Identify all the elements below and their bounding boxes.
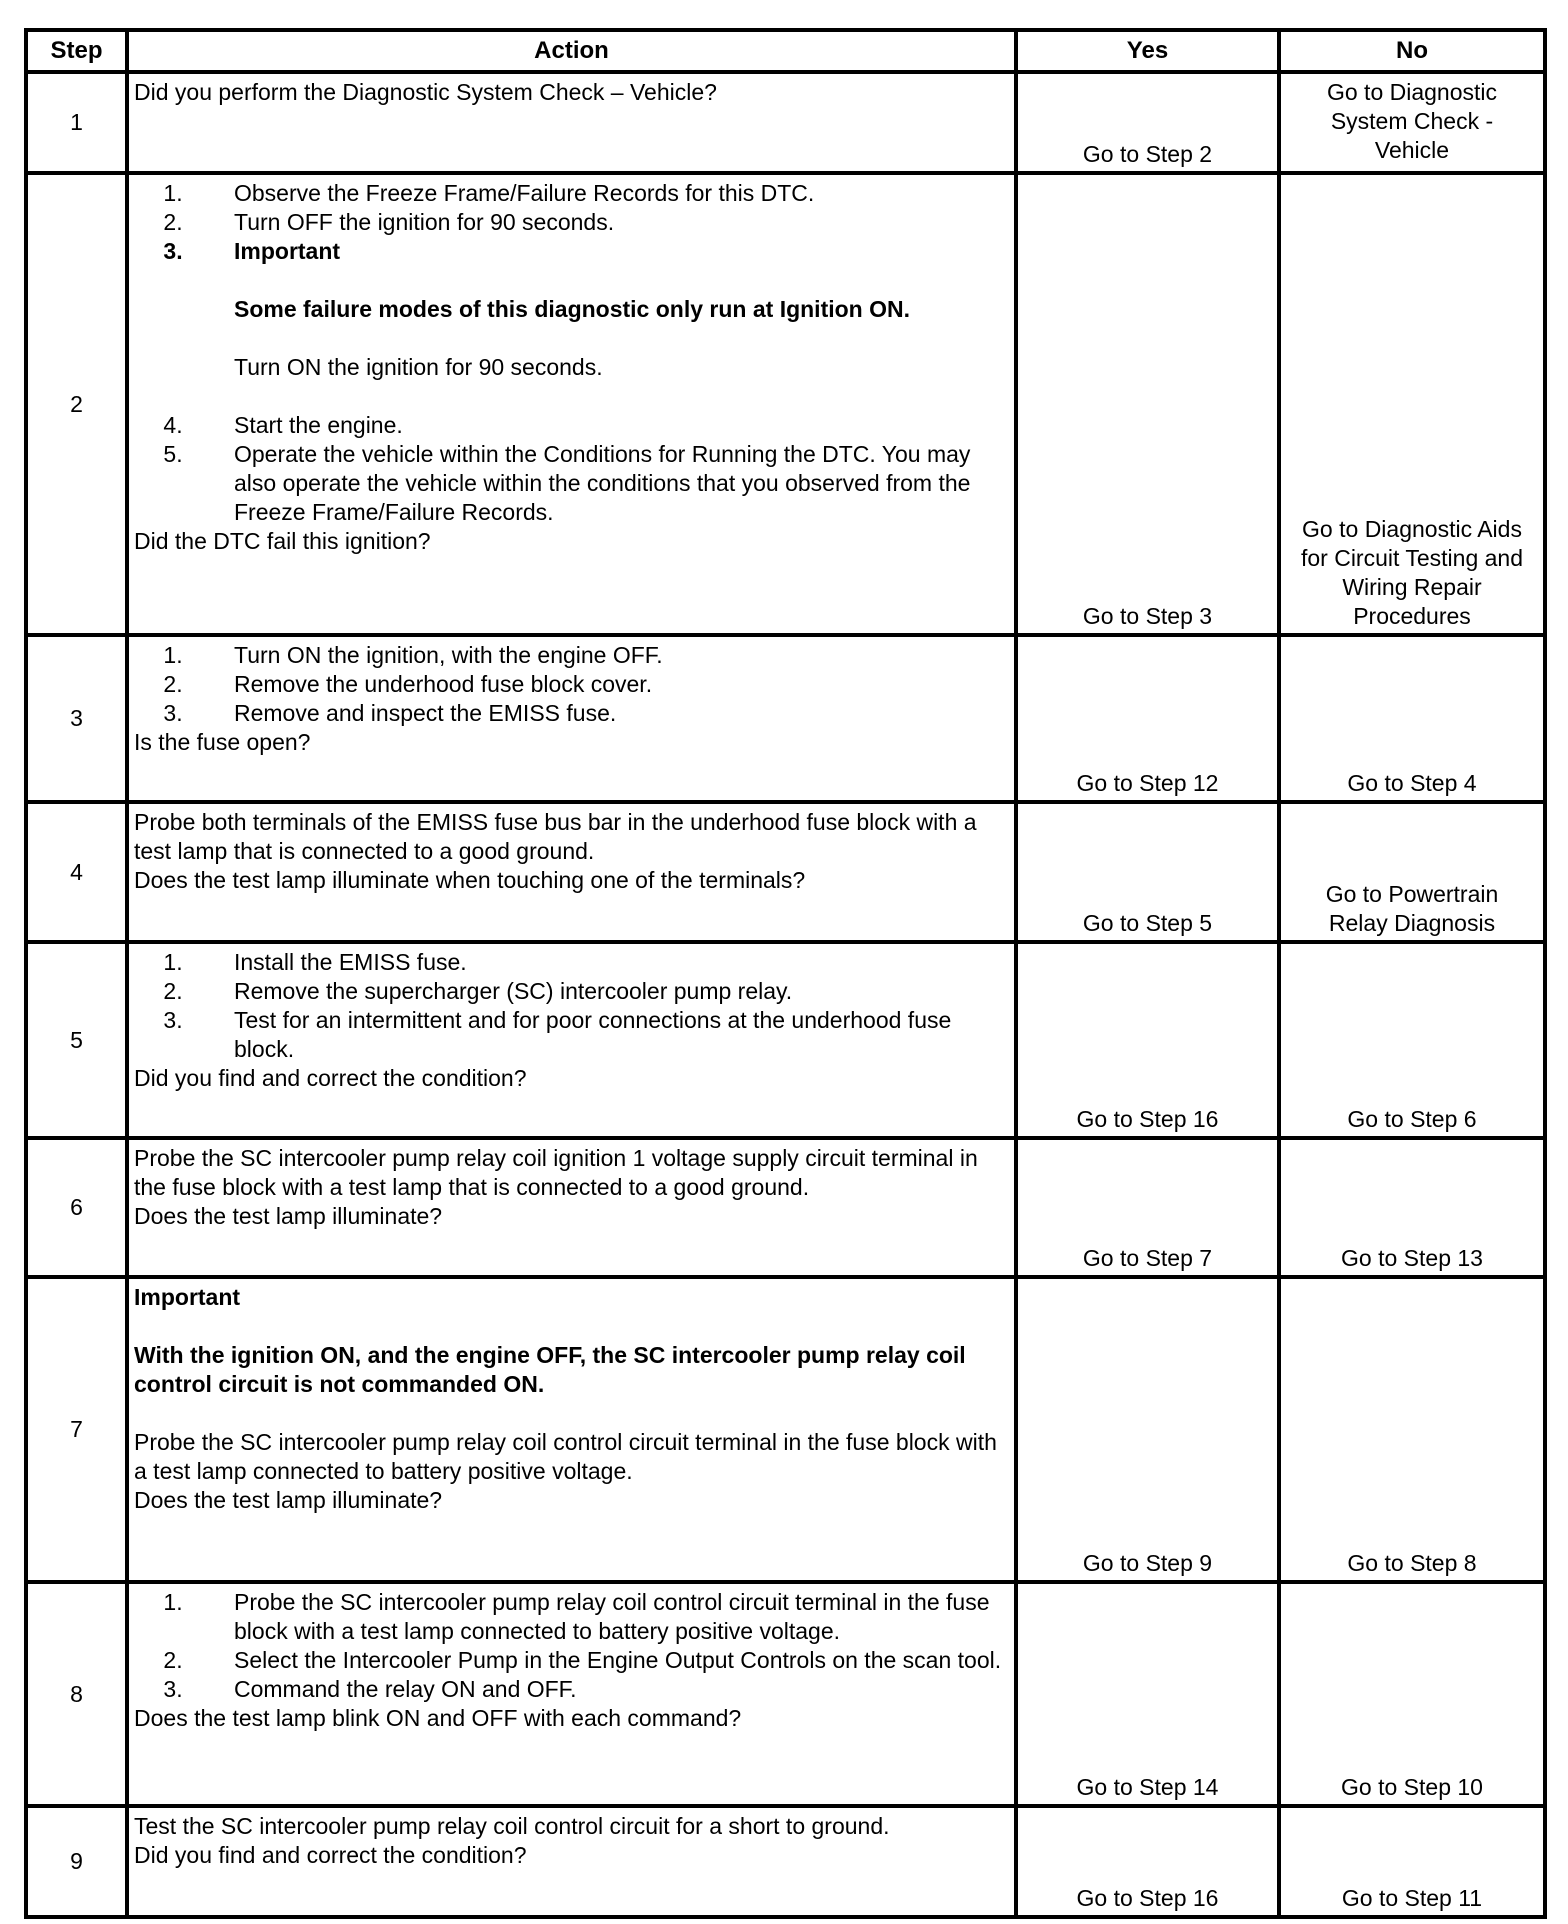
header-row xyxy=(26,30,1545,72)
action-cell xyxy=(127,173,1016,635)
action-cell xyxy=(127,72,1016,173)
table-row xyxy=(26,1277,1545,1582)
table-row xyxy=(26,942,1545,1138)
diagnostic-table xyxy=(24,28,1547,1919)
yes-cell xyxy=(1016,173,1279,635)
yes-result: Go to Step 2 xyxy=(1082,141,1213,167)
yes-cell xyxy=(1016,1582,1279,1806)
table-row xyxy=(26,802,1545,942)
header-step: Step xyxy=(26,30,127,72)
no-result: Go to Step 4 xyxy=(1347,770,1477,796)
table-row xyxy=(26,72,1545,173)
yes-result: Go to Step 7 xyxy=(1082,1245,1213,1271)
no-result: Go to Step 13 xyxy=(1341,1245,1483,1271)
question: Did you perform the Diagnostic System Check – Vehicle? xyxy=(134,79,717,105)
table-row xyxy=(26,1582,1545,1806)
yes-cell xyxy=(1016,72,1279,173)
action-cell xyxy=(127,1582,1016,1806)
yes-cell xyxy=(1016,942,1279,1138)
action-text: Probe the SC intercooler pump relay coil control circuit terminal in the fuse block with a test lamp connected to battery positive voltage. xyxy=(134,1429,997,1484)
yes-cell xyxy=(1016,1138,1279,1277)
table-row xyxy=(26,635,1545,802)
no-result: Go to Step 6 xyxy=(1347,1106,1477,1132)
step-number: 6 xyxy=(26,1138,127,1277)
question: Did you find and correct the condition? xyxy=(134,1065,527,1091)
question: Is the fuse open? xyxy=(134,729,311,755)
yes-cell xyxy=(1016,635,1279,802)
procedure-list: 4. Start the engine. 5. Operate the vehicle within the Conditions for Running the DTC. You may also operate the vehicle within the conditions that you observed from the Freeze Frame/Failure Records. xyxy=(134,411,1010,527)
step-number: 1 xyxy=(26,72,127,173)
question: Did you find and correct the condition? xyxy=(134,1842,527,1868)
yes-cell xyxy=(1016,1806,1279,1917)
action-text: Test the SC intercooler pump relay coil control circuit for a short to ground. xyxy=(134,1813,890,1839)
question: Does the test lamp blink ON and OFF with each command? xyxy=(134,1705,742,1731)
yes-cell xyxy=(1016,1277,1279,1582)
important-text: With the ignition ON, and the engine OFF, the SC intercooler pump relay coil control circuit is not commanded ON. xyxy=(134,1342,966,1397)
yes-result: Go to Step 16 xyxy=(1076,1885,1219,1911)
no-cell xyxy=(1279,1277,1545,1582)
no-cell xyxy=(1279,1806,1545,1917)
procedure-list: 1. Install the EMISS fuse. 2. Remove the supercharger (SC) intercooler pump relay. 3. Test for an intermittent and for poor connections at the underhood fuse block. xyxy=(134,948,1010,1064)
no-cell xyxy=(1279,173,1545,635)
step-number: 7 xyxy=(26,1277,127,1582)
no-result: Go to Diagnostic Aids for Circuit Testing and Wiring Repair Procedures xyxy=(1300,516,1523,629)
important-text: Some failure modes of this diagnostic only run at Ignition ON. xyxy=(234,296,910,322)
question: Does the test lamp illuminate? xyxy=(134,1203,443,1229)
no-result: Go to Step 8 xyxy=(1347,1550,1477,1576)
no-result: Go to Step 11 xyxy=(1341,1885,1483,1911)
action-text: Probe the SC intercooler pump relay coil ignition 1 voltage supply circuit terminal in the fuse block with a test lamp that is connected to a good ground. xyxy=(134,1145,978,1200)
question: Did the DTC fail this ignition? xyxy=(134,528,431,554)
no-cell xyxy=(1279,72,1545,173)
procedure-list: 1. Turn ON the ignition, with the engine OFF. 2. Remove the underhood fuse block cover. 3. Remove and inspect the EMISS fuse. xyxy=(134,641,1010,728)
action-cell xyxy=(127,1138,1016,1277)
no-cell xyxy=(1279,802,1545,942)
table-row xyxy=(26,1138,1545,1277)
yes-result: Go to Step 12 xyxy=(1076,770,1219,796)
question: Does the test lamp illuminate when touching one of the terminals? xyxy=(134,867,806,893)
action-cell xyxy=(127,1806,1016,1917)
yes-cell xyxy=(1016,802,1279,942)
yes-result: Go to Step 9 xyxy=(1082,1550,1213,1576)
no-cell xyxy=(1279,1582,1545,1806)
step-number: 2 xyxy=(26,173,127,635)
table-row xyxy=(26,1806,1545,1917)
important-label: Important xyxy=(134,1284,241,1310)
note-text: Turn ON the ignition for 90 seconds. xyxy=(234,354,603,380)
header-no: No xyxy=(1279,30,1545,72)
procedure-list: 1. Probe the SC intercooler pump relay coil control circuit terminal in the fuse block with a test lamp connected to battery positive voltage. 2. Select the Intercooler Pump in the Engine Output Controls on the scan tool. 3. Command the relay ON and OFF. xyxy=(134,1588,1010,1704)
yes-result: Go to Step 5 xyxy=(1082,910,1213,936)
procedure-list: 1. Observe the Freeze Frame/Failure Records for this DTC. 2. Turn OFF the ignition for 90 seconds. 3. Important xyxy=(134,179,1010,266)
yes-result: Go to Step 16 xyxy=(1076,1106,1219,1132)
yes-result: Go to Step 14 xyxy=(1076,1774,1219,1800)
question: Does the test lamp illuminate? xyxy=(134,1487,443,1513)
action-cell xyxy=(127,635,1016,802)
no-cell xyxy=(1279,942,1545,1138)
step-number: 9 xyxy=(26,1806,127,1917)
step-number: 5 xyxy=(26,942,127,1138)
no-result: Go to Diagnostic System Check - Vehicle xyxy=(1326,79,1498,163)
no-result: Go to Powertrain Relay Diagnosis xyxy=(1325,881,1499,936)
action-cell xyxy=(127,1277,1016,1582)
header-action: Action xyxy=(127,30,1016,72)
table-row xyxy=(26,173,1545,635)
step-number: 3 xyxy=(26,635,127,802)
no-result: Go to Step 10 xyxy=(1341,1774,1483,1800)
step-number: 8 xyxy=(26,1582,127,1806)
no-cell xyxy=(1279,1138,1545,1277)
action-text: Probe both terminals of the EMISS fuse bus bar in the underhood fuse block with a test lamp that is connected to a good ground. xyxy=(134,809,977,864)
yes-result: Go to Step 3 xyxy=(1082,603,1213,629)
action-cell xyxy=(127,942,1016,1138)
no-cell xyxy=(1279,635,1545,802)
action-cell xyxy=(127,802,1016,942)
step-number: 4 xyxy=(26,802,127,942)
header-yes: Yes xyxy=(1016,30,1279,72)
